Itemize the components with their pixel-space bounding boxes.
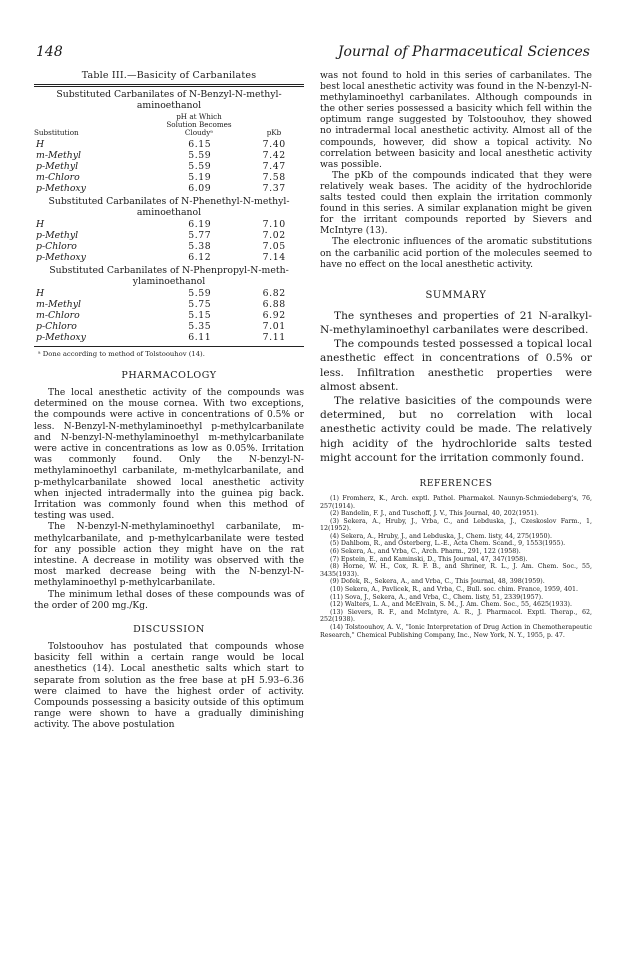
cell-pkb: 7.40 (262, 139, 286, 150)
cell-ph: 5.59 (188, 161, 212, 172)
reference-item: (12) Walters, L. A., and McElvain, S. M., J. Am. Chem. Soc., 55, 4625(1933). (330, 601, 572, 609)
reference-item: (7) Epstein, E., and Kaminski, D., This Journal, 47, 347(1958). (330, 555, 528, 563)
table-row (34, 321, 304, 332)
cell-ph: 6.15 (188, 139, 212, 150)
cell-substitution: m-Chloro (36, 172, 80, 183)
cell-pkb: 7.47 (262, 161, 286, 172)
cell-ph: 5.35 (188, 321, 212, 332)
reference-item: (9) Dofek, R., Sekera, A., and Vrba, C., This Journal, 48, 398(1959). (330, 578, 545, 586)
cell-substitution: p-Chloro (36, 241, 77, 252)
discussion-paragraph-2: was not found to hold in this series of carbanilates. The best local anesthetic activity was found in the N-benzyl-N-methylaminoethyl carbanilates. Although compounds in the other series possessed a basicity which fell within the optimum range suggested by Tolstoouhov, they showed no intradermal local anesthetic activity. Almost all of the compounds, however, did show a topical activity. No correlation between basicity and local anesthetic activity was possible. (320, 70, 592, 170)
table-row (34, 241, 304, 252)
reference-item: (10) Sekera, A., Pavlicek, R., and Vrba, C., Bull. soc. chim. France, 1959, 401. (330, 586, 579, 594)
cell-pkb: 7.01 (262, 321, 286, 332)
reference-item: (3) Sekera, A., Hruby, J., Vrba, C., and Lebduska, J., Czeskoslov Farm., 1, 12(1952). (320, 517, 592, 533)
cell-ph: 5.59 (188, 288, 212, 299)
cell-pkb: 6.88 (262, 299, 286, 310)
col-header-ph-line3: Cloudyᵃ (184, 128, 214, 137)
discussion-paragraph-3: The pKb of the compounds indicated that they were relatively weak bases. The acidity of the hydrochloride salts tested could then explain the irritation commonly found in this series. A similar explanation might be given for the irritant compounds reported by Sievers and McIntyre (13). (320, 169, 592, 237)
table-section-heading: Substituted Carbanilates of N-Phenpropyl-N-meth-ylaminoethanol (49, 265, 289, 287)
cell-substitution: H (36, 139, 45, 150)
table-row (34, 139, 304, 150)
right-column (320, 70, 592, 639)
col-header-ph (154, 113, 244, 137)
pharmacology-paragraph-1: The local anesthetic activity of the compounds was determined on the mouse cornea. With two exceptions, the compounds were active in concentrations of 0.5% or less. N-Benzyl-N-methylaminoethyl p-methylcarbanilate and N-benzyl-N-methylaminoethyl m-methylcarbanilate were active in concentrations as low as 0.05%. Irritation was commonly found. Only the N-benzyl-N-methylaminoethyl carbanilate, m-methylcarbanilate, and p-methylcarbanilate showed local anesthetic activity when injected intradermally into the guinea pig back. Irritation was commonly found when this method of testing was used. (34, 388, 304, 522)
discussion-paragraph-4: The electronic influences of the aromatic substitutions on the carbanilic acid portion of the molecules seemed to have no effect on the local anesthetic activity. (320, 236, 592, 270)
table-column-headers (34, 113, 304, 137)
table-row (34, 183, 304, 194)
table-bottom-rule (34, 346, 304, 347)
cell-ph: 6.11 (188, 332, 212, 343)
cell-substitution: m-Methyl (36, 150, 81, 161)
cell-ph: 5.75 (188, 299, 212, 310)
reference-item: (11) Sova, J., Sekera, A., and Vrba, C., Chem. listy, 51, 2339(1957). (330, 593, 544, 601)
discussion-heading: DISCUSSION (133, 624, 205, 636)
cell-ph: 5.38 (188, 241, 212, 252)
table-row (34, 219, 304, 230)
cell-pkb: 7.42 (262, 150, 286, 161)
cell-substitution: p-Methoxy (36, 252, 86, 263)
reference-item: (6) Sekera, A., and Vrba, C., Arch. Pharm., 291, 122 (1958). (330, 548, 521, 556)
cell-substitution: p-Chloro (36, 321, 77, 332)
cell-ph: 5.15 (188, 310, 212, 321)
cell-pkb: 6.92 (262, 310, 286, 321)
cell-substitution: p-Methoxy (36, 183, 86, 194)
summary-paragraph-2: The compounds tested possessed a topical local anesthetic effect in concentrations of 0.5% or less. Infiltration anesthetic properties were almost absent. (320, 338, 592, 393)
cell-substitution: H (36, 219, 45, 230)
cell-substitution: H (36, 288, 45, 299)
table-section-3 (34, 265, 304, 343)
left-column (34, 70, 304, 732)
cell-substitution: m-Methyl (36, 299, 81, 310)
cell-ph: 6.12 (188, 252, 212, 263)
table-section-1 (34, 89, 304, 194)
table-row (34, 150, 304, 161)
table-row (34, 172, 304, 183)
reference-item: (5) Dahlbom, R., and Osterberg, L.-E., Acta Chem. Scand., 9, 1553(1955). (330, 540, 566, 548)
references-list (320, 495, 592, 639)
cell-pkb: 7.14 (262, 252, 286, 263)
cell-pkb: 7.10 (262, 219, 286, 230)
table-row (34, 252, 304, 263)
pharmacology-paragraph-2: The N-benzyl-N-methylaminoethyl carbanilate, m-methylcarbanilate, and p-methylcarbanilate were tested for any possible action they might have on the rat intestine. A decrease in motility was observed with the most marked decrease being with the N-benzyl-N-methylaminoethyl p-methylcarbanilate. (34, 522, 304, 589)
cell-substitution: p-Methyl (36, 161, 79, 172)
pharmacology-heading: PHARMACOLOGY (121, 370, 217, 381)
table-row (34, 299, 304, 310)
table-title: Table III.—Basicity of Carbanilates (81, 70, 257, 81)
cell-substitution: m-Chloro (36, 310, 80, 321)
summary-paragraph-3: The relative basicities of the compounds were determined, but no correlation with local anesthetic activity could be made. The relatively high acidity of the hydrochloride salts tested might account for the irritation commonly found. (320, 394, 592, 464)
col-header-pkb: pKb (266, 128, 282, 137)
reference-item: (2) Bandelin, F. J., and Tuschoff, J. V., This Journal, 40, 202(1951). (330, 510, 539, 518)
col-header-ph-line1: pH at Which (176, 112, 222, 121)
cell-pkb: 7.58 (262, 172, 286, 183)
pharmacology-paragraph-3: The minimum lethal doses of these compounds was of the order of 200 mg./Kg. (34, 589, 304, 611)
table-row (34, 310, 304, 321)
table-section-2 (34, 196, 304, 263)
page-number: 148 (36, 44, 63, 60)
cell-ph: 6.09 (188, 183, 212, 194)
cell-ph: 5.59 (188, 150, 212, 161)
table-row (34, 332, 304, 343)
table-row (34, 161, 304, 172)
table-row (34, 288, 304, 299)
cell-pkb: 7.11 (262, 332, 286, 343)
journal-title: Journal of Pharmaceutical Sciences (337, 44, 590, 60)
cell-pkb: 6.82 (262, 288, 286, 299)
cell-pkb: 7.02 (262, 230, 286, 241)
cell-pkb: 7.05 (262, 241, 286, 252)
cell-substitution: p-Methoxy (36, 332, 86, 343)
cell-ph: 5.19 (188, 172, 212, 183)
col-header-substitution: Substitution (34, 128, 79, 137)
references-heading: REFERENCES (419, 478, 493, 489)
table-row (34, 230, 304, 241)
reference-item: (8) Horne, W. H., Cox, R. F. B., and Shriner, R. L., J. Am. Chem. Soc., 55, 3435(1933). (320, 563, 592, 578)
summary-heading: SUMMARY (425, 289, 487, 301)
table-footnote: ᵃ Done according to method of Tolstoouhov (14). (38, 350, 205, 358)
summary-paragraph-1: The syntheses and properties of 21 N-aralkyl-N-methylaminoethyl carbanilates were described. (320, 309, 592, 336)
reference-item: (14) Tolstoouhov, A. V., "Ionic Interpretation of Drug Action in Chemotherapeutic Research," Chemical Publishing Company, Inc., New York, N. Y., 1955, p. 47. (320, 624, 592, 639)
cell-ph: 6.19 (188, 219, 212, 230)
cell-pkb: 7.37 (262, 183, 286, 194)
discussion-paragraph-1: Tolstoouhov has postulated that compounds whose basicity fell within a certain range would be local anesthetics (14). Local anesthetic salts which start to separate from solution as the free base at pH 5.93–6.36 were claimed to have the highest order of activity. Compounds possessing a basicity outside of this optimum range were shown to have a gradually diminishing activity. The above postulation (34, 642, 304, 731)
cell-ph: 5.77 (188, 230, 212, 241)
reference-item: (13) Sievers, R. F., and McIntyre, A. R., J. Pharmacol. Exptl. Therap., 62, 252(1938). (320, 608, 592, 624)
table-top-rule (34, 84, 304, 87)
table-section-heading: Substituted Carbanilates of N-Phenethyl-N-methyl-aminoethanol (48, 196, 290, 218)
col-header-ph-line2: Solution Becomes (166, 120, 232, 129)
cell-substitution: p-Methyl (36, 230, 79, 241)
reference-item: (4) Sekera, A., Hruby, J., and Lebduska, J., Chem. listy, 44, 275(1950). (330, 532, 552, 540)
table-section-heading: Substituted Carbanilates of N-Benzyl-N-methyl-aminoethanol (56, 89, 282, 111)
reference-item: (1) Fromherz, K., Arch. exptl. Pathol. Pharmakol. Naunyn-Schmiedeberg's, 76, 257(1914). (320, 494, 592, 510)
